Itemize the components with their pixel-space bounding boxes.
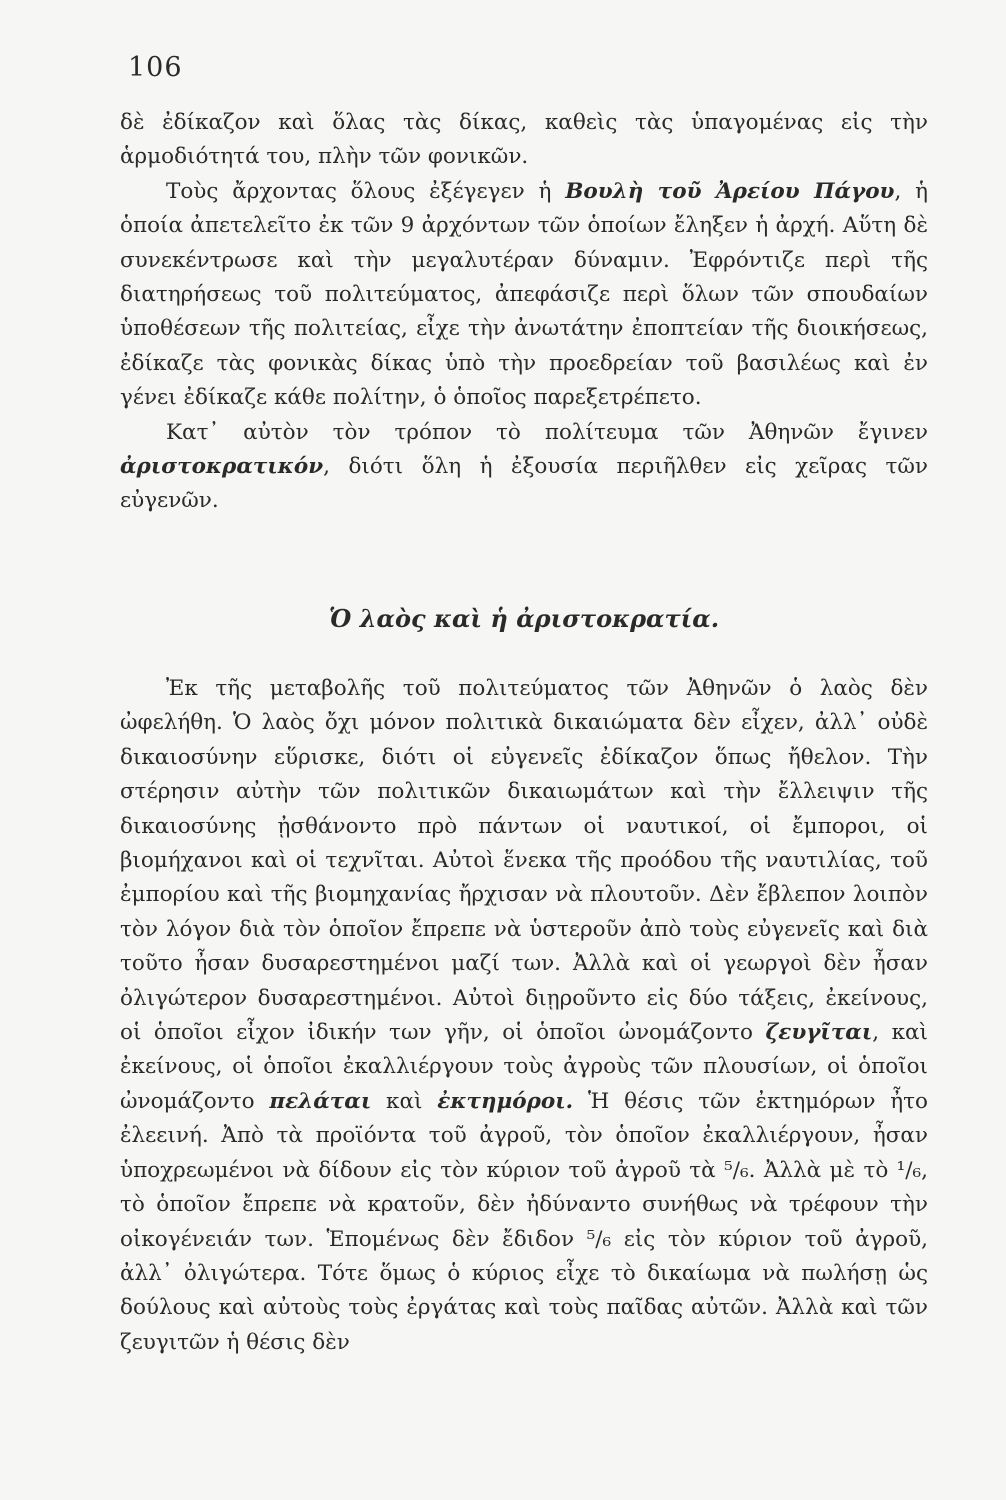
paragraph-lead: Τοὺς ἄρχοντας ὅλους ἐξέγεγεν ἡ — [166, 178, 566, 204]
paragraph-part: καὶ — [371, 1088, 438, 1114]
paragraph-part: Ἡ θέσις τῶν ἐκτημόρων ἦτο ἐλεεινή. Ἀπὸ τὰ προϊόντα τοῦ ἀγροῦ, τὸν ὁποῖον ἐκαλλιέργουν, ἦσαν ὑποχρεωμένοι νὰ δίδουν εἰς τὸν κύριον τοῦ ἀγροῦ τὰ ⁵/₆. Ἀλλὰ μὲ τὸ ¹/₆, τὸ ὁποῖον ἔπρεπε νὰ κρατοῦν, δὲν ἠδύναντο συνήθως νὰ τρέφουν τὴν οἰκογένειάν των. Ἑπομένως δὲν ἔδιδον ⁵/₆ εἰς τὸν κύριον τοῦ ἀγροῦ, ἀλλ᾽ ὀλιγώτερα. Τότε ὅμως ὁ κύριος εἶχε τὸ δικαίωμα νὰ πωλήσῃ ὡς δούλους καὶ αὐτοὺς τοὺς ἐργάτας καὶ τοὺς παῖδας αὐτῶν. Ἀλλὰ καὶ τῶν ζευγιτῶν ἡ θέσις δὲν — [120, 1088, 928, 1355]
text-block-before-heading — [120, 106, 928, 519]
bold-term-zeugitai: ζευγῖται — [765, 1020, 873, 1046]
paragraph-part: , καὶ ἐκείνους, οἱ ὁποῖοι ἐκαλλιέργουν τοὺς ἀγροὺς τῶν πλουσίων, οἱ ὁποῖοι ὠνομάζοντο — [120, 1020, 928, 1114]
paragraph-rest: , διότι ὅλη ἡ ἐξουσία περιῆλθεν εἰς χεῖρας τῶν εὐγενῶν. — [120, 454, 928, 514]
paragraph-areopagus — [120, 175, 928, 416]
text-block-after-heading — [120, 672, 928, 1360]
paragraph-continuation: δὲ ἐδίκαζον καὶ ὅλας τὰς δίκας, καθεὶς τὰς ὑπαγομένας εἰς τὴν ἁρμοδιότητά του, πλὴν τῶν φονικῶν. — [120, 110, 928, 170]
page-number: 106 — [128, 52, 183, 83]
paragraph-aristocratic — [120, 416, 928, 519]
paragraph-lead: Κατ᾽ αὐτὸν τὸν τρόπον τὸ πολίτευμα τῶν Ἀθηνῶν ἔγινεν — [166, 419, 928, 445]
bold-term-pelatai: πελάται — [269, 1088, 372, 1114]
bold-term-aristocratic: ἀριστοκρατικόν — [120, 454, 324, 480]
section-heading: Ὁ λαὸς καὶ ἡ ἀριστοκρατία. — [328, 604, 720, 633]
bold-term-areopagus: Βουλὴ τοῦ Ἀρείου Πάγου — [565, 178, 895, 204]
paragraph-rest: , ἡ ὁποία ἀπετελεῖτο ἐκ τῶν 9 ἀρχόντων τῶν ὁποίων ἔληξεν ἡ ἀρχή. Αὕτη δὲ συνεκέντρωσε καὶ τὴν μεγαλυτέραν δύναμιν. Ἐφρόντιζε περὶ τῆς διατηρήσεως τοῦ πολιτεύματος, ἀπεφάσιζε περὶ ὅλων τῶν σπουδαίων ὑποθέσεων τῆς πολιτείας, εἶχε τὴν ἀνωτάτην ἐποπτείαν τῆς διοικήσεως, ἐδίκαζε τὰς φονικὰς δίκας ὑπὸ τὴν προεδρείαν τοῦ βασιλέως καὶ ἐν γένει ἐδίκαζε κάθε πολίτην, ὁ ὁποῖος παρεξετρέπετο. — [120, 178, 928, 411]
paragraph-people — [120, 672, 928, 1360]
paragraph-part: Ἐκ τῆς μεταβολῆς τοῦ πολιτεύματος τῶν Ἀθηνῶν ὁ λαὸς δὲν ὠφελήθη. Ὁ λαὸς ὄχι μόνον πολιτικὰ δικαιώματα δὲν εἶχεν, ἀλλ᾽ οὐδὲ δικαιοσύνην εὕρισκε, διότι οἱ εὐγενεῖς ἐδίκαζον ὅπως ἤθελον. Τὴν στέρησιν αὐτὴν τῶν πολιτικῶν δικαιωμάτων καὶ τὴν ἔλλειψιν τῆς δικαιοσύνης ᾐσθάνοντο πρὸ πάντων οἱ ναυτικοί, οἱ ἔμποροι, οἱ βιομήχανοι καὶ οἱ τεχνῖται. Αὐτοὶ ἕνεκα τῆς προόδου τῆς ναυτιλίας, τοῦ ἐμπορίου καὶ τῆς βιομηχανίας ἤρχισαν νὰ πλουτοῦν. Δὲν ἔβλεπον λοιπὸν τὸν λόγον διὰ τὸν ὁποῖον ἔπρεπε νὰ ὑστεροῦν ἀπὸ τοὺς εὐγενεῖς καὶ διὰ τοῦτο ἦσαν δυσαρεστημένοι μαζί των. Ἀλλὰ καὶ οἱ γεωργοὶ δὲν ἦσαν ὀλιγώτερον δυσαρεστημένοι. Αὐτοὶ διῃροῦντο εἰς δύο τάξεις, ἐκείνους, οἱ ὁποῖοι εἶχον ἰδικήν των γῆν, οἱ ὁποῖοι ὠνομάζοντο — [120, 676, 928, 1046]
bold-term-ektemoroi: ἐκτημόροι. — [437, 1088, 574, 1114]
